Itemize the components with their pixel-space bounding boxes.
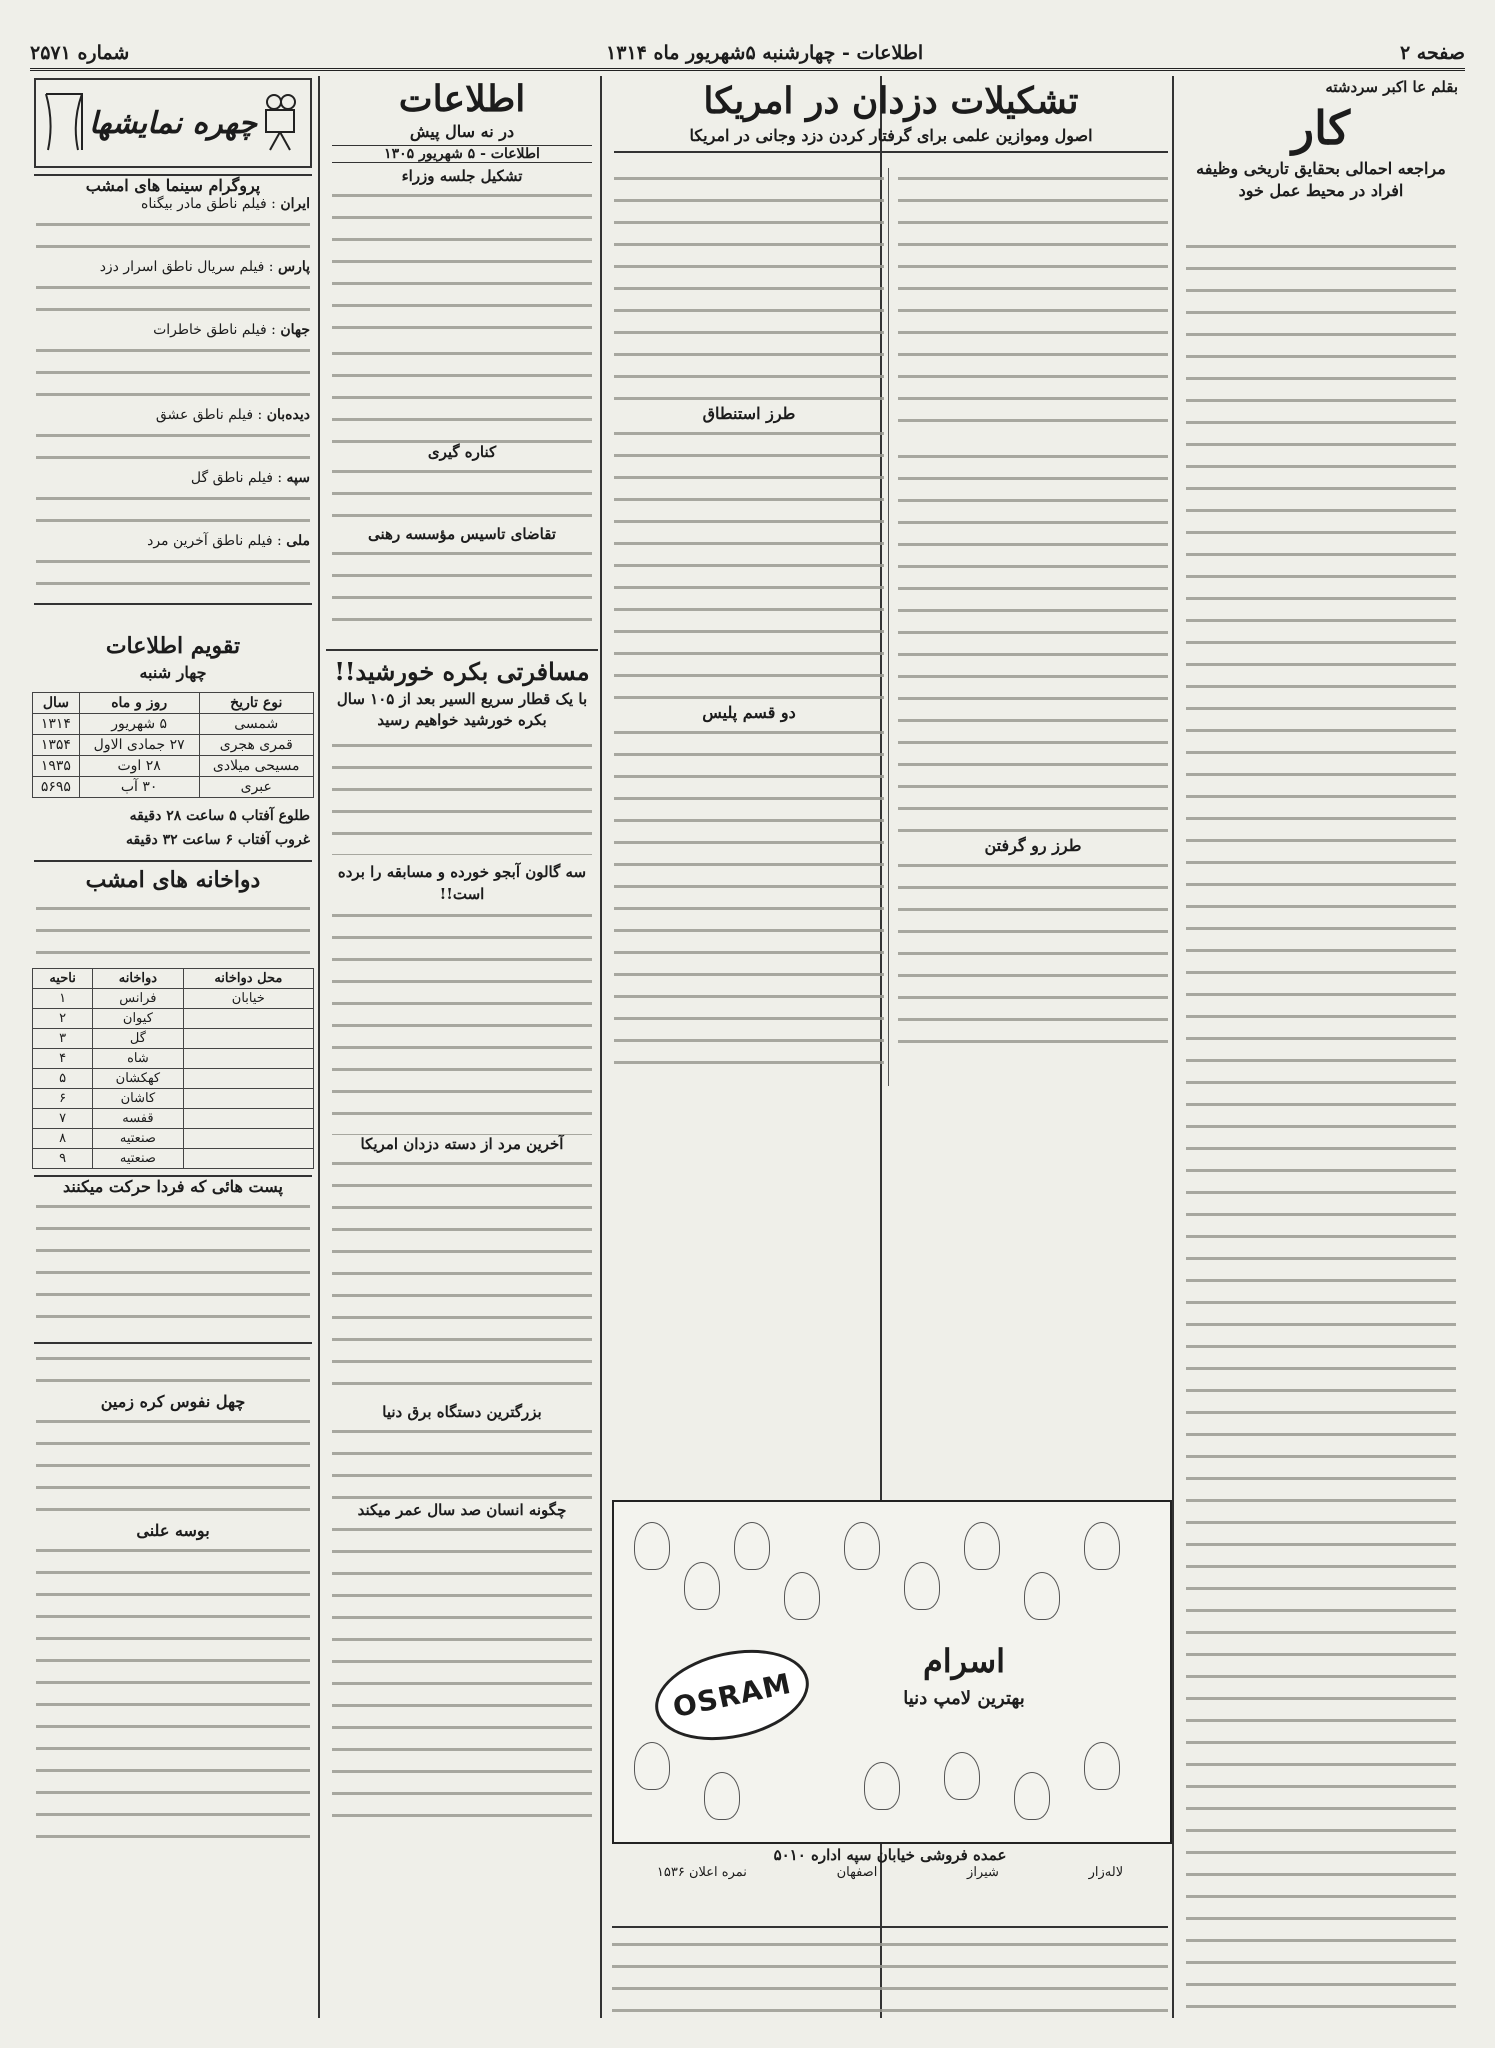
table-row: گل ۳ <box>33 1029 314 1049</box>
bulb-icon <box>964 1522 1000 1570</box>
section-heading: چهل نفوس کره زمین <box>100 1392 246 1411</box>
masthead-title: اطلاعات - چهارشنبه ۵شهریور ماه ۱۳۱۴ <box>606 42 924 64</box>
section-heading: آخرین مرد از دسته دزدان امریکا <box>360 1135 564 1153</box>
table-row: کیوان ۲ <box>33 1009 314 1029</box>
text-block <box>36 1196 310 1336</box>
text-block <box>898 855 1168 1045</box>
section-heading: سه گالون آبجو خورده و مسابقه را برده است!! <box>337 863 587 903</box>
masthead <box>30 38 1465 71</box>
ad-brand-persian: اسرام <box>922 1642 1006 1680</box>
table-header: ناحیه <box>33 969 93 989</box>
cinema-program-title: پروگرام سینما های امشب <box>85 176 261 195</box>
section-heading: تقاضای تاسیس مؤسسه رهنی <box>368 525 556 543</box>
table-row: شاه ۴ <box>33 1049 314 1069</box>
subcolumn-left <box>614 168 889 1086</box>
table-row: خیابان فرانس ۱ <box>33 989 314 1009</box>
cinema-item: دیده‌بان : فیلم ناطق عشق <box>155 407 310 423</box>
column-rule <box>600 76 602 2018</box>
calendar-title: تقویم اطلاعات <box>105 633 241 659</box>
text-block <box>614 722 884 1082</box>
cinema-item: سپه : فیلم ناطق گل <box>190 470 310 486</box>
text-block <box>332 905 592 1135</box>
article-title: کار <box>1291 101 1351 155</box>
ad-slogan: بهترین لامپ دنیا <box>903 1688 1025 1709</box>
column-ettelaat <box>326 76 598 2018</box>
calendar-table <box>32 692 314 798</box>
sunset: غروب آفتاب ۶ ساعت ۳۲ دقیقه <box>125 832 310 848</box>
column-work <box>1180 76 1462 2018</box>
table-header: نوع تاریخ <box>199 693 314 714</box>
article-title: مسافرتی بکره خورشید!! <box>334 657 590 686</box>
text-block <box>332 1421 592 1501</box>
column-rule <box>318 76 320 2018</box>
text-block <box>36 898 310 964</box>
text-block <box>332 185 592 335</box>
ad-dealers <box>612 1846 1168 1918</box>
article-subtitle: مراجعه احمالی بحقایق تاریخی وظیفه افراد در محیط عمل خود <box>1196 159 1446 200</box>
issue-number: شماره ۲۵۷۱ <box>30 42 130 64</box>
osram-advertisement <box>612 1500 1172 1844</box>
camera-icon <box>258 92 302 152</box>
table-header: سال <box>33 693 80 714</box>
banner-title: چهره نمایشها <box>89 105 258 141</box>
table-row: شمسی ۵ شهریور ۱۳۱۴ <box>33 714 314 735</box>
bulb-icon <box>844 1522 880 1570</box>
table-row: صنعتیه ۸ <box>33 1129 314 1149</box>
text-block <box>614 168 884 404</box>
section-heading: طرز استنطاق <box>702 404 796 423</box>
table-row: کاشان ۶ <box>33 1089 314 1109</box>
cinema-list <box>30 195 316 595</box>
date-line: اطلاعات - ۵ شهریور ۱۳۰۵ <box>332 145 592 163</box>
text-block <box>898 446 1168 836</box>
text-block <box>36 1540 310 1840</box>
sunrise: طلوع آفتاب ۵ ساعت ۲۸ دقیقه <box>129 808 310 824</box>
cinema-item: ملی : فیلم ناطق آخرین مرد <box>147 533 310 549</box>
subcolumn-right <box>898 168 1168 1086</box>
table-header: دواخانه <box>93 969 184 989</box>
article-title: تشکیلات دزدان در امریکا <box>703 80 1079 122</box>
column-entertainment <box>30 76 316 2018</box>
ad-dealer-isfahan: اصفهان <box>836 1865 878 1880</box>
page-number: صفحه ۲ <box>1399 42 1465 64</box>
text-block <box>332 461 592 525</box>
article-subtitle: با یک قطار سریع السیر بعد از ۱۰۵ سال بکره خورشید خواهیم رسید <box>336 690 588 729</box>
theater-curtain-icon <box>44 92 84 152</box>
bulb-icon <box>864 1762 900 1810</box>
bulb-icon <box>784 1572 820 1620</box>
table-row: صنعتیه ۹ <box>33 1149 314 1169</box>
column-robbers <box>608 76 1174 1086</box>
table-row: کهکشان ۵ <box>33 1069 314 1089</box>
section-heading: دو قسم پلیس <box>702 703 796 722</box>
table-row: عبری ۳۰ آب ۵۶۹۵ <box>33 777 314 798</box>
bulb-icon <box>1084 1522 1120 1570</box>
article-subtitle: اصول وموازین علمی برای گرفتار کردن دزد وجانی در امریکا <box>614 126 1168 153</box>
table-row: مسیحی میلادی ۲۸ اوت ۱۹۳۵ <box>33 756 314 777</box>
text-block <box>36 1411 310 1521</box>
calendar-day: چهار شنبه <box>139 663 207 682</box>
cinema-item: ایران : فیلم ناطق مادر بیگناه <box>141 196 310 212</box>
ad-registration: نمره اعلان ۱۵۳۶ <box>656 1865 747 1880</box>
bulb-icon <box>944 1752 980 1800</box>
bulb-icon <box>684 1562 720 1610</box>
text-block <box>332 1153 592 1403</box>
mail-title: پست هائی که فردا حرکت میکنند <box>63 1177 283 1196</box>
table-header: محل دواخانه <box>183 969 313 989</box>
section-heading: چگونه انسان صد سال عمر میکند <box>357 1501 567 1519</box>
text-block <box>332 343 592 443</box>
bulb-icon <box>734 1522 770 1570</box>
table-header: روز و ماه <box>79 693 199 714</box>
osram-logo: OSRAM <box>647 1637 817 1754</box>
entertainment-banner <box>34 78 312 168</box>
text-block <box>612 1934 1168 2014</box>
bulb-icon <box>904 1562 940 1610</box>
section-heading: بوسه علنی <box>136 1521 210 1540</box>
table-row: قفسه ۷ <box>33 1109 314 1129</box>
text-block <box>36 1348 310 1392</box>
sun-times <box>30 798 316 858</box>
ad-dealer-lalezar: لاله‌زار <box>1088 1865 1124 1880</box>
ad-dealer-title: عمده فروشی خیابان سپه اداره ۵۰۱۰ <box>773 1846 1007 1864</box>
pharmacy-title: دواخانه های امشب <box>85 867 261 893</box>
bulb-icon <box>704 1772 740 1820</box>
pharmacy-table <box>32 968 314 1169</box>
text-block <box>332 735 592 855</box>
cinema-item: جهان : فیلم ناطق خاطرات <box>153 322 310 338</box>
nine-years-label: در نه سال پیش <box>409 122 515 141</box>
article-body <box>1186 236 1456 2018</box>
divider <box>612 1926 1168 1928</box>
section-heading: بزرگترین دستگاه برق دنیا <box>382 1403 542 1421</box>
cinema-item: پارس : فیلم سریال ناطق اسرار دزد <box>99 259 310 275</box>
text-block <box>614 423 884 703</box>
bulb-icon <box>1024 1572 1060 1620</box>
bulb-icon <box>1084 1742 1120 1790</box>
section-heading: تشکیل جلسه وزراء <box>401 167 523 185</box>
byline: بقلم عا اکبر سردشته <box>1325 78 1458 96</box>
text-block <box>898 168 1168 438</box>
bulb-icon <box>634 1522 670 1570</box>
section-title: اطلاعات <box>398 78 526 120</box>
section-heading: طرز رو گرفتن <box>984 836 1082 855</box>
ad-dealer-shiraz: شیراز <box>967 1865 999 1880</box>
text-block <box>332 543 592 639</box>
bulb-icon <box>1014 1772 1050 1820</box>
table-row: قمری هجری ۲۷ جمادی الاول ۱۳۵۴ <box>33 735 314 756</box>
section-heading: کناره گیری <box>427 443 497 461</box>
bulb-icon <box>634 1742 670 1790</box>
text-block <box>332 1519 592 1819</box>
